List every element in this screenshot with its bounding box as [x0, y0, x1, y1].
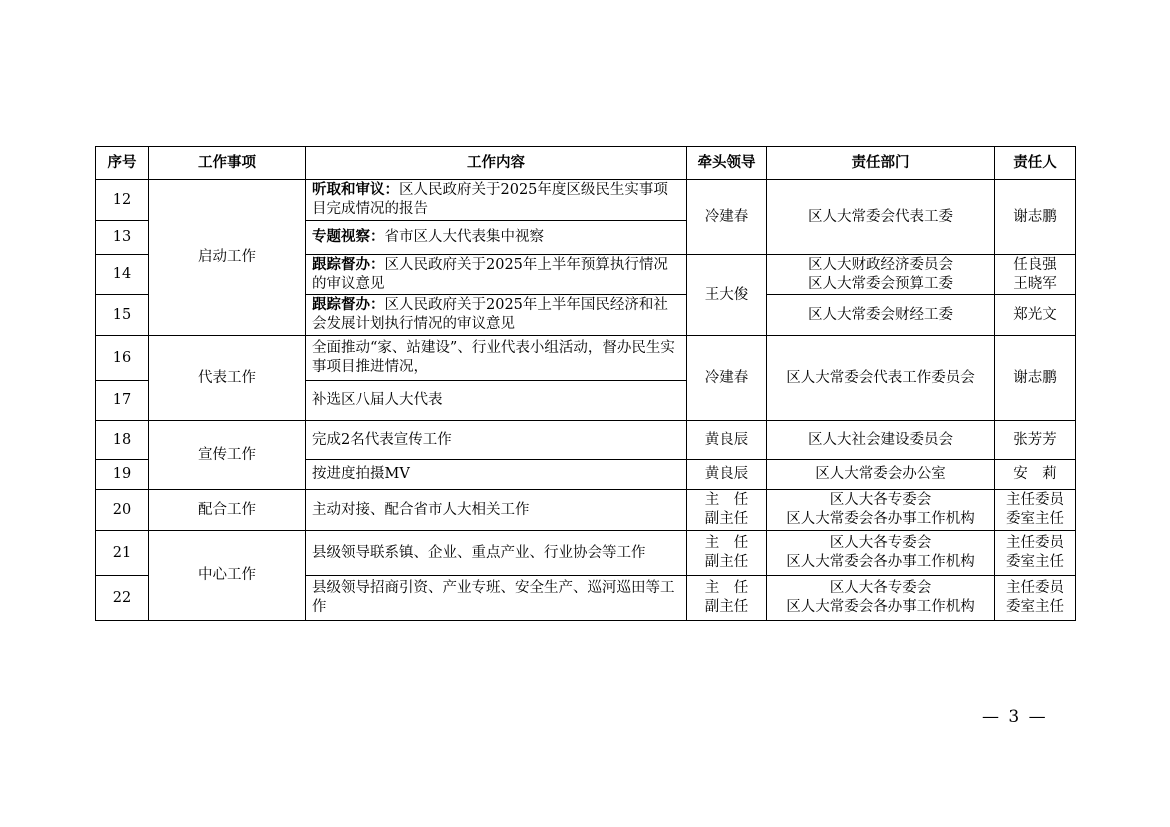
- department-line: 区人大财政经济委员会: [808, 256, 953, 273]
- leader-line: 副主任: [704, 599, 749, 615]
- department-cell: 区人大常委会财经工委: [767, 295, 995, 336]
- content-cell: 补选区八届人大代表: [306, 381, 687, 421]
- table-row: [96, 180, 1076, 221]
- row-no: 16: [96, 336, 149, 381]
- department-line: 区人大各专委会: [829, 492, 932, 508]
- content-cell: 县级领导招商引资、产业专班、安全生产、巡河巡田等工作: [306, 576, 687, 621]
- person-line: 主任委员: [1006, 580, 1064, 596]
- content-lead: 跟踪督办：: [312, 297, 385, 313]
- row-no: 15: [96, 295, 149, 336]
- department-line: 区人大常委会各办事工作机构: [786, 554, 975, 570]
- row-no: 18: [96, 421, 149, 460]
- content-cell: 全面推动“家、站建设”、行业代表小组活动，督办民生实事项目推进情况，: [306, 336, 687, 381]
- content-lead: 听取和审议：: [312, 182, 399, 198]
- category-cell: 启动工作: [149, 180, 306, 336]
- person-line: 委室主任: [1006, 511, 1064, 527]
- department-line: 区人大常委会各办事工作机构: [786, 599, 975, 615]
- category-cell: 宣传工作: [149, 421, 306, 490]
- leader-cell: [687, 576, 767, 621]
- content-cell: 完成2名代表宣传工作: [306, 421, 687, 460]
- category-cell: 代表工作: [149, 336, 306, 421]
- person-line: 委室主任: [1006, 554, 1064, 570]
- leader-cell: 黄良辰: [687, 421, 767, 460]
- header-leader: 牵头领导: [687, 147, 767, 180]
- content-text: 区人民政府关于2025年上半年预算执行情况的审议意见: [312, 256, 668, 292]
- leader-line: 副主任: [704, 554, 749, 570]
- content-text: 省市区人大代表集中视察: [384, 229, 544, 245]
- department-cell: 区人大社会建设委员会: [767, 421, 995, 460]
- content-cell: [306, 221, 687, 255]
- header-no: 序号: [96, 147, 149, 180]
- content-cell: [306, 255, 687, 295]
- leader-line: 主 任: [704, 580, 749, 596]
- person-cell: 郑光文: [995, 295, 1076, 336]
- person-cell: [995, 490, 1076, 531]
- leader-cell: 王大俊: [687, 255, 767, 336]
- department-cell: 区人大常委会办公室: [767, 460, 995, 490]
- leader-line: 主 任: [704, 535, 749, 551]
- person-line: 委室主任: [1006, 599, 1064, 615]
- page-number: — 3 —: [982, 707, 1048, 727]
- department-cell: 区人大常委会代表工作委员会: [767, 336, 995, 421]
- content-lead: 跟踪督办：: [312, 256, 385, 273]
- department-line: 区人大各专委会: [829, 535, 932, 551]
- row-no: 20: [96, 490, 149, 531]
- leader-line: 副主任: [704, 511, 749, 527]
- person-line: 任良强: [1013, 256, 1057, 273]
- leader-cell: 冷建春: [687, 180, 767, 255]
- row-no: 19: [96, 460, 149, 490]
- category-cell: 配合工作: [149, 490, 306, 531]
- department-line: 区人大各专委会: [829, 580, 932, 596]
- header-person: 责任人: [995, 147, 1076, 180]
- table-header-row: [96, 147, 1076, 180]
- category-cell: 中心工作: [149, 531, 306, 621]
- leader-cell: [687, 531, 767, 576]
- leader-cell: [687, 490, 767, 531]
- row-no: 13: [96, 221, 149, 255]
- person-line: 主任委员: [1006, 492, 1064, 508]
- table-row: [96, 421, 1076, 460]
- person-cell: [995, 255, 1076, 295]
- leader-cell: 黄良辰: [687, 460, 767, 490]
- header-content: 工作内容: [306, 147, 687, 180]
- department-cell: [767, 255, 995, 295]
- content-cell: 县级领导联系镇、企业、重点产业、行业协会等工作: [306, 531, 687, 576]
- row-no: 12: [96, 180, 149, 221]
- row-no: 17: [96, 381, 149, 421]
- person-cell: 安 莉: [995, 460, 1076, 490]
- department-cell: 区人大常委会代表工委: [767, 180, 995, 255]
- row-no: 14: [96, 255, 149, 295]
- table-row: [96, 336, 1076, 381]
- header-department: 责任部门: [767, 147, 995, 180]
- person-cell: [995, 576, 1076, 621]
- department-line: 区人大常委会预算工委: [808, 275, 953, 292]
- work-plan-table: [95, 146, 1076, 621]
- content-cell: [306, 295, 687, 336]
- content-cell: 按进度拍摄MV: [306, 460, 687, 490]
- person-line: 王晓军: [1013, 275, 1057, 292]
- row-no: 21: [96, 531, 149, 576]
- content-cell: 主动对接、配合省市人大相关工作: [306, 490, 687, 531]
- table-row: [96, 531, 1076, 576]
- department-cell: [767, 490, 995, 531]
- person-cell: 张芳芳: [995, 421, 1076, 460]
- row-no: 22: [96, 576, 149, 621]
- content-text: 区人民政府关于2025年度区级民生实事项目完成情况的报告: [312, 182, 668, 217]
- department-cell: [767, 576, 995, 621]
- content-text: 区人民政府关于2025年上半年国民经济和社会发展计划执行情况的审议意见: [312, 297, 668, 332]
- department-cell: [767, 531, 995, 576]
- leader-line: 主 任: [704, 492, 749, 508]
- leader-cell: 冷建春: [687, 336, 767, 421]
- department-line: 区人大常委会各办事工作机构: [786, 511, 975, 527]
- person-cell: 谢志鹏: [995, 336, 1076, 421]
- content-lead: 专题视察：: [312, 229, 385, 245]
- person-cell: [995, 531, 1076, 576]
- header-category: 工作事项: [149, 147, 306, 180]
- table-row: [96, 490, 1076, 531]
- person-cell: 谢志鹏: [995, 180, 1076, 255]
- content-cell: [306, 180, 687, 221]
- person-line: 主任委员: [1006, 535, 1064, 551]
